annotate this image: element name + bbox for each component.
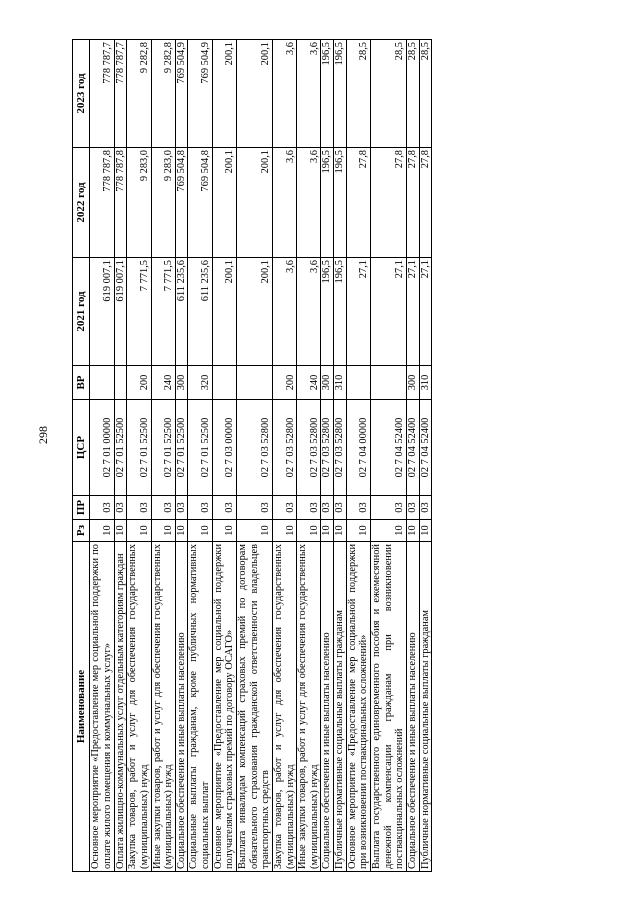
cell-2022: 778 787,8 [114,148,127,258]
cell-name: Социальное обеспечение и иные выплаты населению [321,542,334,872]
cell-csr: 02 7 04 52400 [419,400,432,496]
cell-2023: 3,6 [297,40,321,148]
cell-2022: 778 787,8 [90,148,114,258]
table-row [297,40,321,872]
table-row [237,40,273,872]
cell-name: Закупка товаров, работ и услуг для обеспечения государственных (муниципальных) нужд [272,542,296,872]
cell-vr [237,366,273,400]
cell-rz: 10 [188,520,212,542]
cell-pr: 03 [321,496,334,520]
table-row [419,40,432,872]
cell-pr: 03 [371,496,407,520]
table-row [272,40,296,872]
cell-2023: 200,1 [237,40,273,148]
budget-table [72,39,432,872]
cell-2021: 611 235,6 [175,258,188,366]
cell-2023: 28,5 [346,40,370,148]
cell-2022: 27,8 [419,148,432,258]
cell-vr: 320 [188,366,212,400]
table-row [114,40,127,872]
header-vr: ВР [73,366,90,400]
cell-2022: 3,6 [272,148,296,258]
rotated-page [72,40,560,872]
table-row [346,40,370,872]
cell-csr: 02 7 01 00000 [90,400,114,496]
cell-csr: 02 7 03 52800 [334,400,347,496]
cell-vr: 240 [151,366,175,400]
cell-2023: 9 282,8 [151,40,175,148]
cell-csr: 02 7 01 52500 [151,400,175,496]
cell-pr: 03 [114,496,127,520]
table-row [90,40,114,872]
page-number: 298 [36,426,50,444]
cell-rz: 10 [151,520,175,542]
cell-2022: 200,1 [237,148,273,258]
cell-csr: 02 7 04 52400 [371,400,407,496]
cell-2023: 28,5 [419,40,432,148]
cell-2023: 28,5 [406,40,419,148]
cell-vr: 240 [297,366,321,400]
cell-rz: 10 [272,520,296,542]
cell-name: Социальное обеспечение и иные выплаты населению [175,542,188,872]
table-row [188,40,212,872]
cell-vr: 300 [406,366,419,400]
cell-2023: 769 504,9 [175,40,188,148]
cell-vr: 300 [321,366,334,400]
cell-pr: 03 [334,496,347,520]
cell-pr: 03 [297,496,321,520]
cell-vr [90,366,114,400]
cell-2023: 769 504,9 [188,40,212,148]
cell-csr: 02 7 01 52500 [127,400,151,496]
table-row [406,40,419,872]
cell-vr [371,366,407,400]
cell-2021: 196,5 [334,258,347,366]
cell-name: Публичные нормативные социальные выплаты гражданам [419,542,432,872]
cell-rz: 10 [406,520,419,542]
cell-2023: 200,1 [212,40,236,148]
cell-name: Закупка товаров, работ и услуг для обеспечения государственных (муниципальных) нужд [127,542,151,872]
cell-csr: 02 7 03 52800 [321,400,334,496]
header-2021: 2021 год [73,258,90,366]
cell-2021: 619 007,1 [90,258,114,366]
cell-pr: 03 [90,496,114,520]
header-pr: ПР [73,496,90,520]
cell-vr: 200 [272,366,296,400]
cell-name: Основное мероприятие «Предоставление мер социальной поддержки по оплате жилого помещения и коммунальных услуг» [90,542,114,872]
header-csr: ЦСР [73,400,90,496]
cell-vr [212,366,236,400]
cell-pr: 03 [346,496,370,520]
cell-csr: 02 7 04 00000 [346,400,370,496]
cell-csr: 02 7 03 52800 [297,400,321,496]
header-row [73,40,90,872]
cell-2021: 27,1 [406,258,419,366]
header-2022: 2022 год [73,148,90,258]
cell-rz: 10 [175,520,188,542]
cell-csr: 02 7 03 52800 [272,400,296,496]
cell-2021: 27,1 [371,258,407,366]
cell-rz: 10 [237,520,273,542]
cell-2022: 3,6 [297,148,321,258]
cell-2023: 28,5 [371,40,407,148]
cell-vr [114,366,127,400]
cell-2022: 27,8 [346,148,370,258]
cell-2022: 769 504,8 [175,148,188,258]
table-body [90,40,432,872]
cell-rz: 10 [419,520,432,542]
cell-csr: 02 7 03 00000 [212,400,236,496]
header-2023: 2023 год [73,40,90,148]
cell-pr: 03 [406,496,419,520]
cell-rz: 10 [321,520,334,542]
cell-2022: 196,5 [334,148,347,258]
cell-pr: 03 [237,496,273,520]
cell-name: Выплата государственного единовременного пособия и ежемесячной денежной компенсации гражданам при возникновении поствакцинальных осложнений [371,542,407,872]
cell-vr: 310 [334,366,347,400]
cell-2023: 9 282,8 [127,40,151,148]
cell-vr: 300 [175,366,188,400]
cell-2021: 200,1 [212,258,236,366]
cell-vr [346,366,370,400]
table-row [321,40,334,872]
table-row [151,40,175,872]
cell-pr: 03 [188,496,212,520]
cell-csr: 02 7 01 52500 [188,400,212,496]
cell-pr: 03 [127,496,151,520]
header-name: Наименование [73,542,90,872]
cell-2021: 7 771,5 [151,258,175,366]
cell-2023: 778 787,7 [114,40,127,148]
cell-pr: 03 [272,496,296,520]
cell-2022: 27,8 [371,148,407,258]
cell-name: Выплата инвалидам компенсаций страховых премий по договорам обязательного страхования гражданской ответственности владельцев транспортных средств [237,542,273,872]
cell-csr: 02 7 01 52500 [175,400,188,496]
cell-2023: 196,5 [321,40,334,148]
cell-rz: 10 [212,520,236,542]
cell-pr: 03 [175,496,188,520]
cell-name: Социальное обеспечение и иные выплаты населению [406,542,419,872]
cell-2022: 27,8 [406,148,419,258]
cell-name: Социальные выплаты гражданам, кроме публичных нормативных социальных выплат [188,542,212,872]
cell-name: Основное мероприятие «Предоставление мер социальной поддержки получателям страховых премий по договору ОСАГО» [212,542,236,872]
cell-2022: 196,5 [321,148,334,258]
cell-pr: 03 [151,496,175,520]
cell-name: Иные закупки товаров, работ и услуг для обеспечения государственных (муниципальных) нужд [151,542,175,872]
table-row [212,40,236,872]
header-rz: Рз [73,520,90,542]
cell-rz: 10 [114,520,127,542]
cell-vr: 310 [419,366,432,400]
cell-2021: 200,1 [237,258,273,366]
cell-2021: 27,1 [346,258,370,366]
cell-rz: 10 [297,520,321,542]
cell-2022: 9 283,0 [127,148,151,258]
cell-2022: 9 283,0 [151,148,175,258]
table-row [334,40,347,872]
cell-2021: 619 007,1 [114,258,127,366]
cell-rz: 10 [90,520,114,542]
cell-vr: 200 [127,366,151,400]
cell-pr: 03 [212,496,236,520]
cell-2021: 3,6 [297,258,321,366]
cell-name: Основное мероприятие «Предоставление мер социальной поддержки при возникновении поствакцинальных осложнений» [346,542,370,872]
table-row [127,40,151,872]
cell-2022: 769 504,8 [188,148,212,258]
table-row [175,40,188,872]
table-row [371,40,407,872]
cell-csr: 02 7 04 52400 [406,400,419,496]
cell-2021: 27,1 [419,258,432,366]
cell-2021: 196,5 [321,258,334,366]
cell-name: Иные закупки товаров, работ и услуг для обеспечения государственных (муниципальных) нужд [297,542,321,872]
cell-name: Оплата жилищно-коммунальных услуг отдельным категориям граждан [114,542,127,872]
cell-2022: 200,1 [212,148,236,258]
cell-2023: 3,6 [272,40,296,148]
cell-csr: 02 7 01 52500 [114,400,127,496]
cell-pr: 03 [419,496,432,520]
cell-csr: 02 7 03 52800 [237,400,273,496]
cell-name: Публичные нормативные социальные выплаты гражданам [334,542,347,872]
cell-2023: 196,5 [334,40,347,148]
cell-rz: 10 [127,520,151,542]
cell-2023: 778 787,7 [90,40,114,148]
cell-rz: 10 [346,520,370,542]
cell-2021: 611 235,6 [188,258,212,366]
cell-2021: 7 771,5 [127,258,151,366]
cell-rz: 10 [334,520,347,542]
cell-rz: 10 [371,520,407,542]
cell-2021: 3,6 [272,258,296,366]
